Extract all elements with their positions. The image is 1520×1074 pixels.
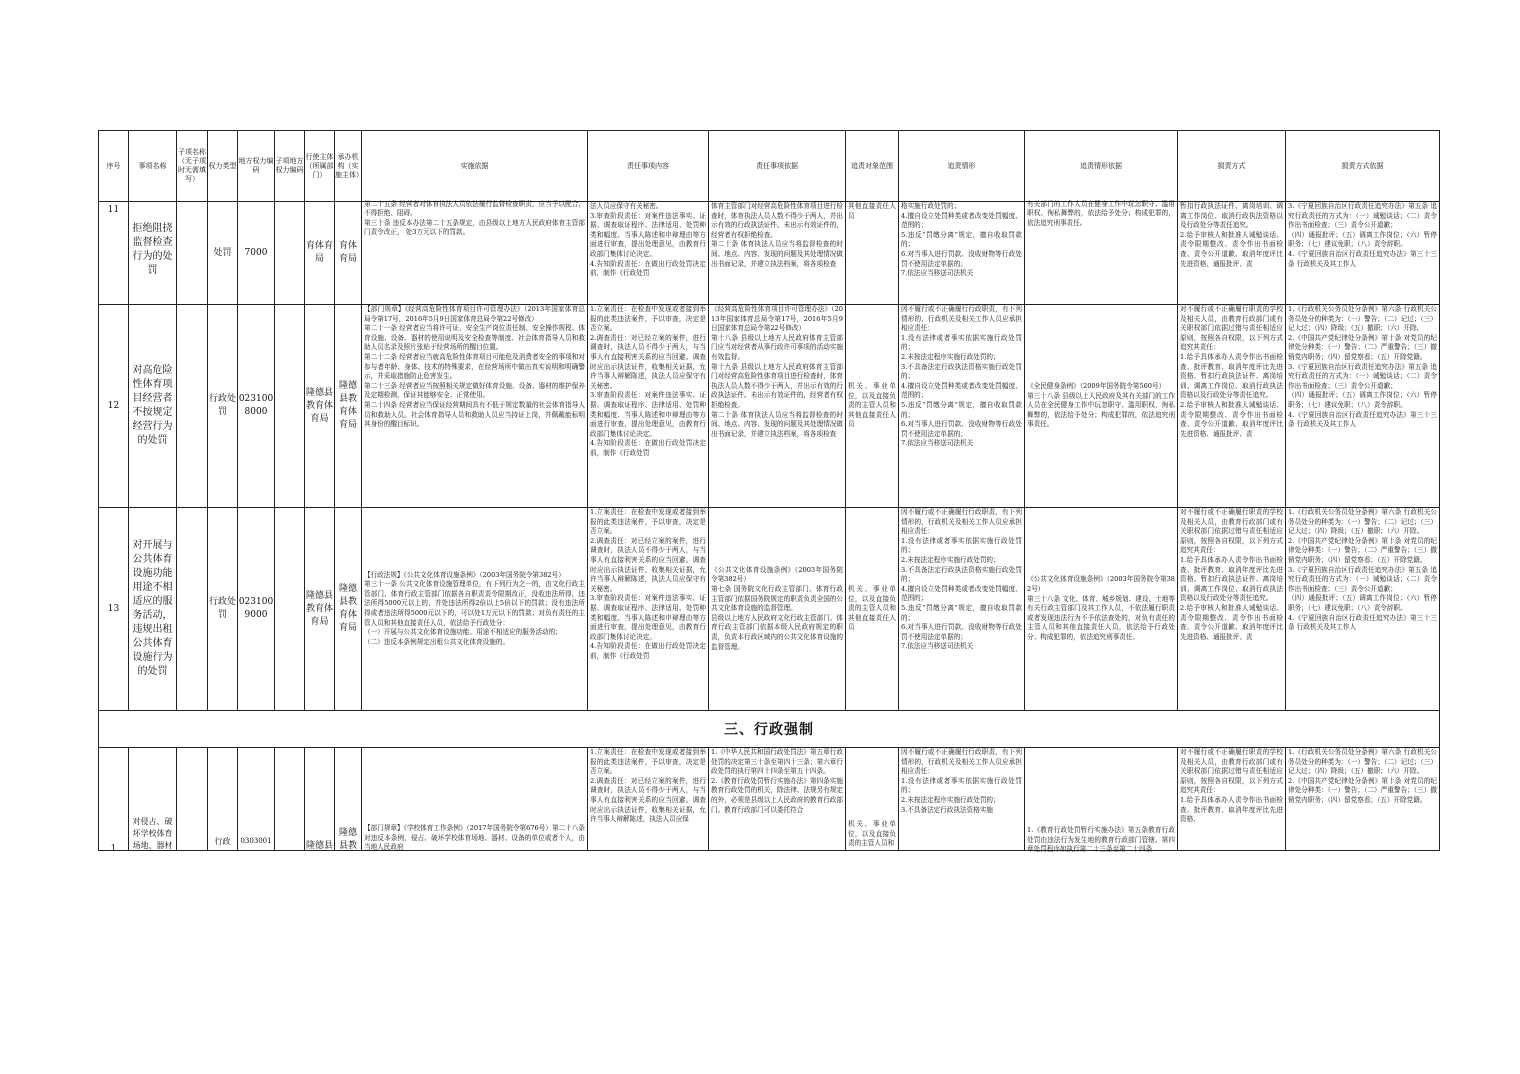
row-sub xyxy=(177,305,208,508)
row-code: 0231008000 xyxy=(238,305,275,508)
header-seq: 序号 xyxy=(99,131,129,202)
row-case: 因不履行或不正确履行行政职责，有下列情形的，行政机关及相关工作人员应承担相应责任： 1.没有法律或者事实依据实施行政处罚的； 2.未按法定程序实施行政处罚的； 3.不具备法定行政执法资格实施 xyxy=(899,748,1025,851)
row-subcode xyxy=(275,202,305,305)
row-mode-basis: 1.《行政机关公务员处分条例》第六条 行政机关公务员处分的种类为：（一）警告；（二）记过；（三）记大过；（四）降级；（五）撤职；（六）开除。 2.《中国共产党纪律处分条例》第十条 对党员的纪律处分种类：（一）警告；（二）严重警告；（三）撤销党内职务；（四）留党察看；（五）开除党籍。 3.《宁夏回族自治区行政责任追究办法》第五条 追究行政责任的方式为：（一）诫勉谈话；（二）责令作出书面检查；（三）责令公开道歉； （四）通报批评；（五）调离工作岗位；（六）暂停职务；（七）建议免职；（八）责令辞职。 4.《宁夏回族自治区行政责任追究办法》第三十三条 行政机关及其工作人 xyxy=(1286,305,1440,508)
header-sub: 子项名称（无子项时无需填写） xyxy=(177,131,208,202)
table-row xyxy=(99,508,1440,711)
row-subject: 育体育局 xyxy=(305,202,335,305)
row-mode-basis: 1.《行政机关公务员处分条例》第六条 行政机关公务员处分的种类为：（一）警告；（二）记过；（三）记大过；（四）降级；（五）撤职；（六）开除。 2.《中国共产党纪律处分条例》第十条 对党员的纪律处分种类：（一）警告；（二）严重警告；（三）撤销党内职务；（四）留党察看；（五）开除党籍。 3.《宁夏回族自治区行政责任追究办法》第五条 追究行政责任的方式为：（一）诫勉谈话；（二）责令作出书面检查；（三）责令公开道歉； （四）通报批评；（五）调离工作岗位；（六）暂停职务；（七）建议免职；（八）责令辞职。 4.《宁夏回族自治区行政责任追究办法》第三十三条 行政机关及其工作人 xyxy=(1286,508,1440,711)
header-case-basis: 追责情形依据 xyxy=(1025,131,1178,202)
row-code: 7000 xyxy=(238,202,275,305)
row-case-basis: 《公共文化体育设施条例》（2003年国务院令第382号） 第三十八条 文化、体育、城乡规划、建设、土地等有关行政主管部门及其工作人员，不依法履行职责或者发现违法行为不予依法查处的，对负有责任的主管人员和其他直接责任人员，依法给予行政处分；构成犯罪的，依法追究刑事责任。 xyxy=(1025,508,1178,711)
table-row xyxy=(99,305,1440,508)
row-name: 对开展与公共体育设施功能用途不相适应的服务活动，违规出租公共体育设施行为的处罚 xyxy=(129,508,177,711)
row-name: 对侵占、破坏学校体育场地、器材 xyxy=(129,748,177,851)
row-name: 拒绝阻挠监督检查行为的处罚 xyxy=(129,202,177,305)
row-mode-basis: 1.《行政机关公务员处分条例》第六条 行政机关公务员处分的种类为：（一）警告；（二）记过；（三）记大过；（四）降级；（五）撤职；（六）开除。 2.《中国共产党纪律处分条例》第十条 对党员的纪律处分种类：（一）警告；（二）严重警告；（三）撤销党内职务；（四）留党察看；（五）开除党籍。 xyxy=(1286,748,1440,851)
header-mode-basis: 损责方式依据 xyxy=(1286,131,1440,202)
row-target: 机关、事业单位，以及直接负责的主管人员和其他直接责任人员 xyxy=(846,508,899,711)
row-basis: 第二十五条 经营者对体育执法人员依法履行监督检查职责，应当予以配合，不得拒绝、阻碍。 第三十条 违反本办法第二十五条规定，由县级以上地方人民政府体育主管部门责令改正， 处3万元以下的罚款。 xyxy=(362,202,588,305)
table-row xyxy=(99,748,1440,851)
row-case-basis: 《全民健身条例》（2009年国务院令第560号） 第三十八条 县级以上人民政府及其有关部门的工作人员在全民健身工作中玩忽职守、滥用职权、徇私舞弊的，依法给予处分；构成犯罪的，依法追究刑事责任。 xyxy=(1025,305,1178,508)
row-target: 其他直接责任人员 xyxy=(846,202,899,305)
row-resp-basis: 《公共文化体育设施条例》（2003年国务院令第382号） 第七条 国务院文化行政主管部门、体育行政主管部门依据国务院规定的职责负责全国的公共文化体育设施的监督管理。 县级以上地方人民政府文化行政主管部门、体育行政主管部门依据本级人民政府规定的职责，负责本行政区域内的公共文化体育设施的监督管理。 xyxy=(709,508,846,711)
row-resp: 1.立案责任：在检查中发现或者接到举报的此类违法案件，予以审查，决定是否立案。 2.调查责任：对已经立案的案件，进行调查时，执法人员不得少于两人，与当事人有直接利害关系的应当回避。调查时应出示执法证件，收集相关证据，允许当事人辩解陈述，执法人员应保 xyxy=(588,748,709,851)
row-org: 育体育局 xyxy=(335,202,362,305)
row-seq: 1 xyxy=(99,748,129,851)
header-name: 事项名称 xyxy=(129,131,177,202)
row-type: 行政处罚 xyxy=(208,305,238,508)
row-resp-basis: 体育主管部门对经营高危险性体育项目进行检查时，体育执法人员人数不得少于两人，并出示有效的行政执法证件。未出示有效证件的，经营者有权拒绝检查。 第二十条 体育执法人员应当将监督检查的时间、地点、内容、发现的问题及其处理情况做出书面记录，并建立执法档案，将各项检查 xyxy=(709,202,846,305)
row-subcode xyxy=(275,748,305,851)
row-target: 机关、事业单位，以及直接负责的主管人员和其他直接责任人员 xyxy=(846,305,899,508)
row-type: 行政处罚 xyxy=(208,508,238,711)
row-name: 对高危险性体育项目经营者不按规定经营行为的处罚 xyxy=(129,305,177,508)
header-org: 承办机构（实施主体） xyxy=(335,131,362,202)
section-title: 三、行政强制 xyxy=(99,711,1440,748)
header-mode: 损责方式 xyxy=(1178,131,1286,202)
power-list-table xyxy=(98,130,1437,854)
row-case: 格实施行政处罚的； 4.擅自设立处罚种类或者改变处罚幅度、范围的； 5.违反“罚缴分离”规定，擅自收取罚款的； 6.对当事人进行罚款、没收财物等行政处罚不使用法定单据的； 7.依法应当移送司法机关 xyxy=(899,202,1025,305)
row-seq: 12 xyxy=(99,305,129,508)
row-resp-basis: 1.《中华人民共和国行政处罚法》第五章行政处罚的决定第三十条至第四十三条；第六章行政处罚的执行第四十四条至第五十四条。 2.《教育行政处罚暂行实施办法》第四条实施教育行政处罚的机关，除法律、法规另有规定的外，必须是县级以上人民政府的教育行政部门。教育行政部门可以委托符合 xyxy=(709,748,846,851)
row-seq: 13 xyxy=(99,508,129,711)
row-subcode xyxy=(275,508,305,711)
row-org: 隆德县教育体育局 xyxy=(335,305,362,508)
row-case-basis: 有关部门的工作人员在健身工作中玩忽职守、滥用职权、徇私舞弊的，依法给予处分；构成犯罪的，依法追究刑事责任。 xyxy=(1025,202,1178,305)
row-org: 隆德县教 xyxy=(335,748,362,851)
row-subject: 隆德县教育体育局 xyxy=(305,305,335,508)
header-basis: 实施依据 xyxy=(362,131,588,202)
row-mode: 对不履行或不正确履行职责的学校及相关人员，由教育行政部门或有关职权部门依据过错与责任相适应原则，按照各自权限，以下列方式追究其责任： 1.给予具体承办人责令作出书面检查、批评教育、取消年度评比先进资格、暂扣行政执法证件、离岗培训、调离工作岗位、取消行政执法资格以及行政处分等责任追究。 2.给予审核人和批准人诫勉谈话、责令限期整改、责令作出书面检查、责令公开道歉、取消年度评比先进资格、通报批评、责 xyxy=(1178,508,1286,711)
header-type: 权力类型 xyxy=(208,131,238,202)
header-resp-basis: 责任事项依据 xyxy=(709,131,846,202)
row-code: 0303001 xyxy=(238,748,275,851)
header-resp: 责任事项内容 xyxy=(588,131,709,202)
row-case: 因不履行或不正确履行行政职责，有下列情形的，行政机关及相关工作人员应承担相应责任： 1.没有法律或者事实依据实施行政处罚的； 2.未按法定程序实施行政处罚的； 3.不具备法定行政执法资格实施行政处罚的； 4.擅自设立处罚种类或者改变处罚幅度、范围的； 5.违反“罚缴分离”规定，擅自收取罚款的； 6.对当事人进行罚款、没收财物等行政处罚不使用法定单据的； 7.依法应当移送司法机关 xyxy=(899,305,1025,508)
row-mode: 对不履行或不正确履行职责的学校及相关人员，由教育行政部门或有关职权部门依据过错与责任相适应原则，按照各自权限，以下列方式追究其责任： 1.给予具体承办人责令作出书面检查、批评教育、取消年度评比先进资格、 xyxy=(1178,748,1286,851)
header-row xyxy=(99,131,1440,202)
row-sub xyxy=(177,748,208,851)
table-row xyxy=(99,202,1440,305)
row-mode: 暂扣行政执法证件、离岗培训、调离工作岗位、取消行政执法资格以及行政处分等责任追究。 2.给予审核人和批准人诫勉谈话、责令限期整改、责令作出书面检查、责令公开道歉、取消年度评比先进资格、通报批评、责 xyxy=(1178,202,1286,305)
row-mode-basis: 3.《宁夏回族自治区行政责任追究办法》第五条 追究行政责任的方式为：（一）诫勉谈话；（二）责令作出书面检查；（三）责令公开道歉； （四）通报批评；（五）调离工作岗位；（六）暂停职务；（七）建议免职；（八）责令辞职。 4.《宁夏回族自治区行政责任追究办法》第三十三条 行政机关及其工作人 xyxy=(1286,202,1440,305)
row-basis: 【部门规章】《经营高危险性体育项目许可管理办法》（2013年国家体育总局令第17号，2016年5月9日国家体育总局令第22号修改） 第二十一条 经营者应当将许可证、安全生产岗位责任制、安全操作规程、体育设施、设备、器材的使用说明及安全检查等制度、社会体育指导人员和救助人员名录及照片张贴于经营场所的醒目位置。 第二十二条 经营者应当就高危险性体育项目可能危及消费者安全的事项和对参与者年龄、身体、技术的特殊要求，在经营场所中做出真实说明和明确警示，并采取措施防止危害发生。 第二十三条 经营者应当按照相关规定做好体育设施、设备、器材的维护保养及定期检测，保证其能够安全、正常使用。 第二十四条 经营者应当保证经营期间具有不低于规定数量的社会体育指导人员和救助人员。社会体育指导人员和救助人员应当持证上岗，并佩戴能标明其身份的醒目标识。 xyxy=(362,305,588,508)
row-type: 行政 xyxy=(208,748,238,851)
row-sub xyxy=(177,202,208,305)
section-row xyxy=(99,711,1440,748)
row-sub xyxy=(177,508,208,711)
row-subject: 隆德县教育体育局 xyxy=(305,508,335,711)
header-subcode: 子项地方权力编码 xyxy=(275,131,305,202)
row-resp-basis: 《经营高危险性体育项目许可管理办法》（2013年国家体育总局令第17号，2016年5月9日国家体育总局令第22号修改） 第十八条 县级以上地方人民政府体育主管部门应当对经营者从事行政许可事项的活动实施有效监督。 第十九条 县级以上地方人民政府体育主管部门对经营高危险性体育项目进行检查时，体育执法人员人数不得少于两人，并出示有效的行政执法证件。未出示有效证件的，经营者有权拒绝检查。 第二十条 体育执法人员应当将监督检查的时间、地点、内容、发现的问题及其处理情况做出书面记录，并建立执法档案，将各项检查 xyxy=(709,305,846,508)
row-mode: 对不履行或不正确履行职责的学校及相关人员，由教育行政部门或有关职权部门依据过错与责任相适应原则，按照各自权限，以下列方式追究其责任： 1.给予具体承办人责令作出书面检查、批评教育、取消年度评比先进资格、暂扣行政执法证件、离岗培训、调离工作岗位、取消行政执法资格以及行政处分等责任追究。 2.给予审核人和批准人诫勉谈话、责令限期整改、责令作出书面检查、责令公开道歉、取消年度评比先进资格、通报批评、责 xyxy=(1178,305,1286,508)
row-resp: 1.立案责任：在检查中发现或者接到举报的此类违法案件，予以审查，决定是否立案。 2.调查责任：对已经立案的案件，进行调查时，执法人员不得少于两人，与当事人有直接利害关系的应当回避。调查时应出示执法证件，收集相关证据，允许当事人辩解陈述，执法人员应保守有关秘密。 3.审查阶段责任：对案件违法事实、证据、调查取证程序、法律适用、处罚种类和幅度、当事人陈述和申辩理由等方面进行审查，提出处理意见，由教育行政部门集体讨论决定。 4.告知阶段责任：在做出行政处罚决定前，制作《行政处罚 xyxy=(588,305,709,508)
header-code: 地方权力编码 xyxy=(238,131,275,202)
header-subject: 行使主体（所属部门） xyxy=(305,131,335,202)
row-type: 处罚 xyxy=(208,202,238,305)
row-resp: 法人员应保守有关秘密。 3.审查阶段责任：对案件违法事实、证据、调查取证程序、法律适用、处罚种类和幅度、当事人陈述和申辩理由等方面进行审查，提出处理意见，由教育行政部门集体讨论决定。 4.告知阶段责任：在做出行政处罚决定前，制作《行政处罚 xyxy=(588,202,709,305)
row-org: 隆德县教育体育局 xyxy=(335,508,362,711)
row-case-basis: 1.《教育行政处罚暂行实施办法》第五条教育行政处罚由违法行为发生地的教育行政部门管辖。第四章处罚程序如执行第二十三条至第二十四条 xyxy=(1025,748,1178,851)
row-basis: 【行政法规】《公共文化体育设施条例》（2003年国务院令第382号） 第三十一条 公共文化体育设施管理单位，有下列行为之一的，由文化行政主管部门、体育行政主管部门依据各自职责责令限期改正，没收违法所得，违法所得5000元以上的，并处违法所得2倍以上5倍以下的罚款；没有违法所得或者违法所得5000元以下的，可以处1万元以下的罚款；对负有责任的主管人员和其他直接责任人员，依法给予行政处分： （一）开展与公共文化体育设施功能、用途不相适应的服务活动的； （二）违反本条例规定出租公共文化体育设施的。 xyxy=(362,508,588,711)
row-seq: 11 xyxy=(99,202,129,305)
row-resp: 1.立案责任：在检查中发现或者接到举报的此类违法案件，予以审查，决定是否立案。 2.调查责任：对已经立案的案件，进行调查时，执法人员不得少于两人，与当事人有直接利害关系的应当回避。调查时应出示执法证件，收集相关证据，允许当事人辩解陈述，执法人员应保守有关秘密。 3.审查阶段责任：对案件违法事实、证据、调查取证程序、法律适用、处罚种类和幅度、当事人陈述和申辩理由等方面进行审查，提出处理意见，由教育行政部门集体讨论决定。 4.告知阶段责任：在做出行政处罚决定前，制作《行政处罚 xyxy=(588,508,709,711)
row-basis: 【部门规章】《学校体育工作条例》（2017年国务院令第676号）第二十八条 对违反本条例，侵占、破坏学校体育场地、器材、设备的单位或者个人，由当地人民政府 xyxy=(362,748,588,851)
row-case: 因不履行或不正确履行行政职责，有下列情形的，行政机关及相关工作人员应承担相应责任： 1.没有法律或者事实依据实施行政处罚的； 2.未按法定程序实施行政处罚的； 3.不具备法定行政执法资格实施行政处罚的； 4.擅自设立处罚种类或者改变处罚幅度、范围的； 5.违反“罚缴分离”规定，擅自收取罚款的； 6.对当事人进行罚款、没收财物等行政处罚不使用法定单据的； 7.依法应当移送司法机关 xyxy=(899,508,1025,711)
header-target: 追责对象范围 xyxy=(846,131,899,202)
header-case: 追责情形 xyxy=(899,131,1025,202)
row-subcode xyxy=(275,305,305,508)
row-code: 0231009000 xyxy=(238,508,275,711)
row-subject: 隆德县 xyxy=(305,748,335,851)
row-target: 机关、事业单位，以及直接负责的主管人员和 xyxy=(846,748,899,851)
